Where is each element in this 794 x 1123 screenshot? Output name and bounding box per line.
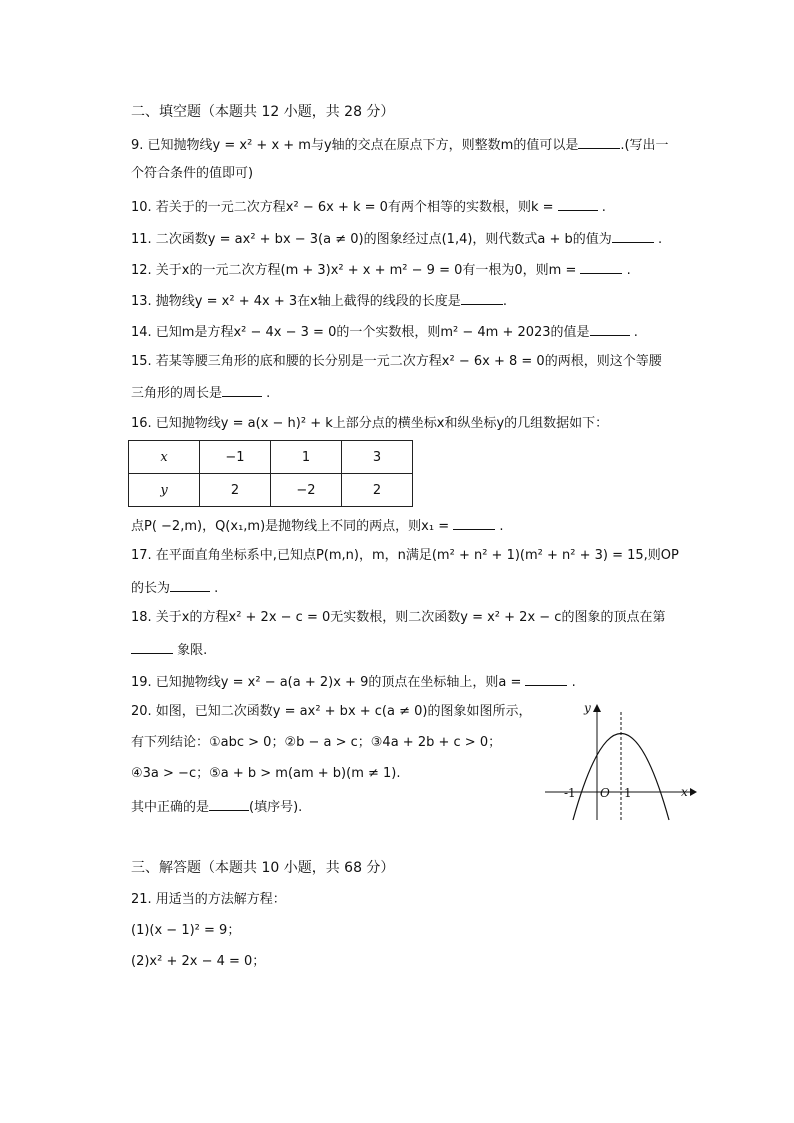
y-axis-arrow [593,704,601,712]
q14-tail: . [633,325,638,340]
q14-text: 14. 已知m是方程x² − 4x − 3 = 0的一个实数根，则m² − 4m + 2023的值是 [131,325,590,340]
origin-label: O [600,786,610,800]
q20-text: 其中正确的是 [131,800,210,815]
question-21: 21. 用适当的方法解方程： [131,892,286,907]
x-axis-arrow [690,788,697,796]
tick-label-neg-one: -1 [564,786,576,800]
q9-blank[interactable] [578,135,620,149]
q15-text: 三角形的周长是 [131,386,223,401]
q17-tail: . [214,581,219,596]
q9-text: 9. 已知抛物线y = x² + x + m与y轴的交点在原点下方，则整数m的值可以是 [131,138,579,153]
question-9 [131,135,669,155]
q16-blank[interactable] [453,516,495,530]
q16-tail: . [499,519,504,534]
table-row [129,441,413,474]
q12-tail: . [626,263,631,278]
question-14 [131,322,638,342]
table-cell: y [129,474,200,507]
section-fill-title: 二、填空题（本题共 12 小题，共 28 分） [131,104,395,120]
q17-blank[interactable] [170,578,210,592]
q10-tail: . [601,200,606,215]
question-11 [131,229,662,249]
table-cell: −2 [271,474,342,507]
question-20-d [131,797,302,817]
question-16-cont [131,516,504,536]
q15-blank[interactable] [222,383,262,397]
question-21-part2: (2)x² + 2x − 4 = 0； [131,954,266,969]
y-axis-label: y [584,701,591,715]
q12-text: 12. 关于x的一元二次方程(m + 3)x² + x + m² − 9 = 0有一根为0，则m = [131,263,577,278]
question-16: 16. 已知抛物线y = a(x − h)² + k上部分点的横坐标x和纵坐标y的几组数据如下： [131,416,609,431]
question-18: 18. 关于x的方程x² + 2x − c = 0无实数根，则二次函数y = x² + 2x − c的图象的顶点在第 [131,610,666,625]
question-10 [131,197,606,217]
q12-blank[interactable] [580,260,622,274]
question-17-cont [131,578,218,598]
q19-tail: . [571,675,576,690]
q16-text: 点P( −2,m)，Q(x₁,m)是抛物线上不同的两点，则x₁ = [131,519,450,534]
question-17: 17. 在平面直角坐标系中,已知点P(m,n)，m，n满足(m² + n² + 1)(m² + n² + 3) = 15,则OP [131,548,679,563]
question-12 [131,260,631,280]
section-answer-title: 三、解答题（本题共 10 小题，共 68 分） [131,860,395,876]
q20-tail: (填序号). [249,800,303,815]
table-cell: x [129,441,200,474]
q10-blank[interactable] [558,197,598,211]
question-19 [131,672,576,692]
q13-blank[interactable] [461,291,503,305]
q14-blank[interactable] [590,322,630,336]
question-20-c: ④3a > −c；⑤a + b > m(am + b)(m ≠ 1). [131,766,401,781]
parabola-graph [540,700,700,825]
q9-tail: .(写出一 [620,138,669,153]
table-cell: −1 [200,441,271,474]
question-20: 20. 如图，已知二次函数y = ax² + bx + c(a ≠ 0)的图象如图所示， [131,704,532,719]
q15-tail: . [266,386,271,401]
q20-blank[interactable] [209,797,249,811]
q19-blank[interactable] [525,672,567,686]
q19-text: 19. 已知抛物线y = x² − a(a + 2)x + 9的顶点在坐标轴上，则a = [131,675,522,690]
question-13 [131,291,507,311]
question-15: 15. 若某等腰三角形的底和腰的长分别是一元二次方程x² − 6x + 8 = 0的两根，则这个等腰 [131,354,662,369]
question-21-part1: (1)(x − 1)² = 9； [131,923,241,938]
q13-text: 13. 抛物线y = x² + 4x + 3在x轴上截得的线段的长度是 [131,294,461,309]
value-table [128,440,413,507]
tick-label-one: 1 [624,786,632,800]
table-cell: 1 [271,441,342,474]
q11-tail: . [657,232,663,247]
table-cell: 2 [342,474,413,507]
q18-tail: 象限. [177,643,208,658]
question-9-cont: 个符合条件的值即可) [131,166,254,181]
table-row [129,474,413,507]
question-15-cont [131,383,270,403]
table-cell: 3 [342,441,413,474]
q13-tail: . [502,294,507,309]
q11-text: 11. 二次函数y = ax² + bx − 3(a ≠ 0)的图象经过点(1,4)，则代数式a + b的值为 [131,232,612,247]
q10-text: 10. 若关于的一元二次方程x² − 6x + k = 0有两个相等的实数根，则k = [131,200,554,215]
x-axis-label: x [681,785,688,799]
question-20-b: 有下列结论：①abc > 0；②b − a > c；③4a + 2b + c > 0； [131,735,502,750]
q17-text: 的长为 [131,581,171,596]
q11-blank[interactable] [612,229,654,243]
question-18-cont [131,640,207,660]
q18-blank[interactable] [131,640,173,654]
table-cell: 2 [200,474,271,507]
